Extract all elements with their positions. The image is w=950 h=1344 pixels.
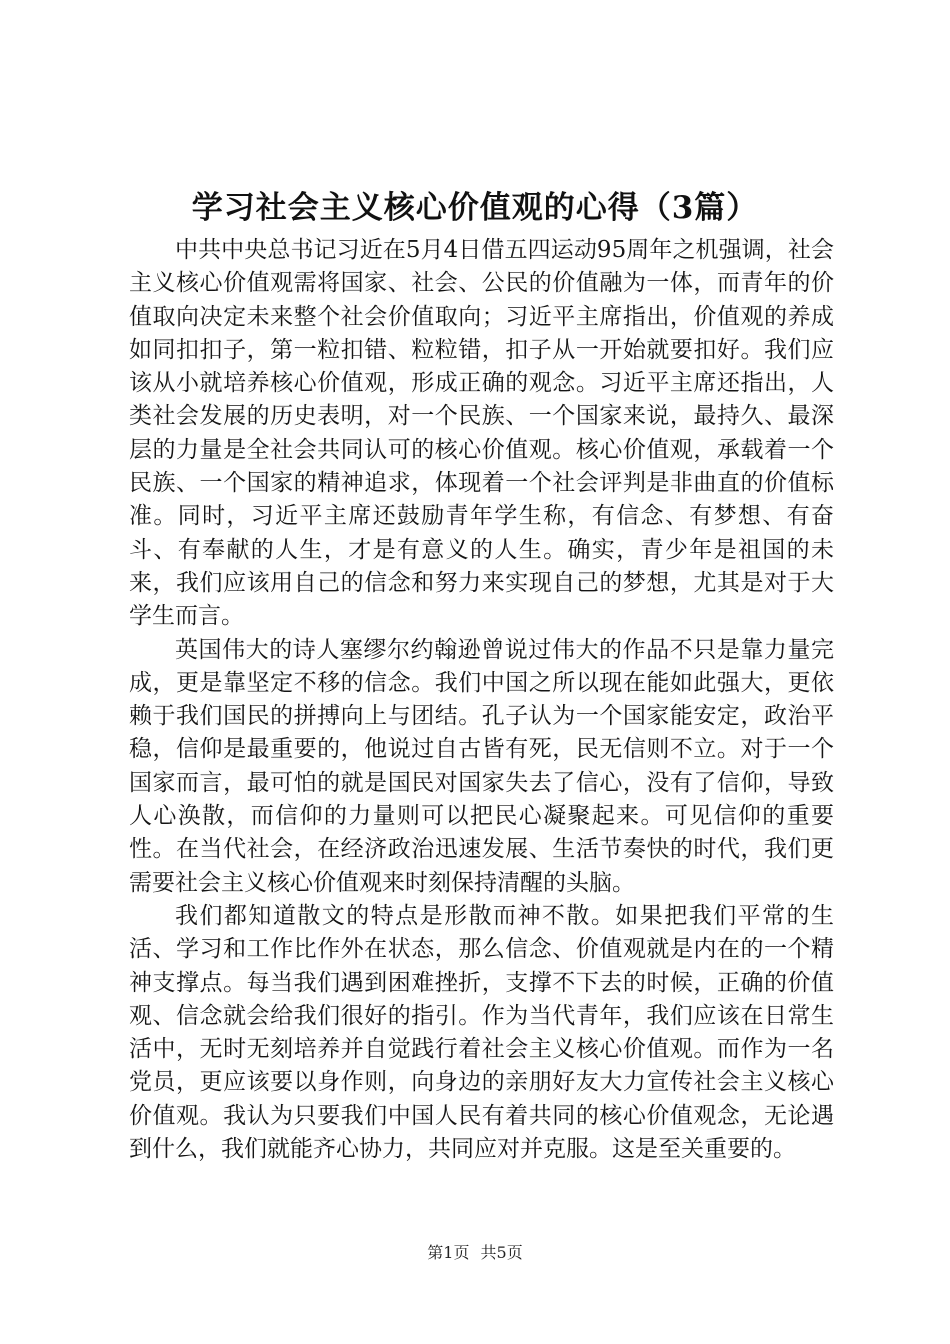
paragraph-1: 中共中央总书记习近在5月4日借五四运动95周年之机强调，社会主义核心价值观需将国家、社会、公民的价值融为一体，而青年的价值取向决定未来整个社会价值取向；习近平主席指出，价值观的养成如同扣扣子，第一粒扣错、粒粒错，扣子从一开始就要扣好。我们应该从小就培养核心价值观，形成正确的观念。习近平主席还指出，人类社会发展的历史表明，对一个民族、一个国家来说，最持久、最深层的力量是全社会共同认可的核心价值观。核心价值观，承载着一个民族、一个国家的精神追求，体现着一个社会评判是非曲直的价值标准。同时，习近平主席还鼓励青年学生称，有信念、有梦想、有奋斗、有奉献的人生，才是有意义的人生。确实，青少年是祖国的未来，我们应该用自己的信念和努力来实现自己的梦想，尤其是对于大学生而言。: [129, 237, 834, 630]
paragraph-3: 我们都知道散文的特点是形散而神不散。如果把我们平常的生活、学习和工作比作外在状态，那么信念、价值观就是内在的一个精神支撑点。每当我们遇到困难挫折，支撑不下去的时候，正确的价值观、信念就会给我们很好的指引。作为当代青年，我们应该在日常生活中，无时无刻培养并自觉践行着社会主义核心价值观。而作为一名党员，更应该要以身作则，向身边的亲朋好友大力宣传社会主义核心价值观。我认为只要我们中国人民有着共同的核心价值观念，无论遇到什么，我们就能齐心协力，共同应对并克服。这是至关重要的。: [129, 902, 834, 1163]
paragraph-2: 英国伟大的诗人塞缪尔约翰逊曾说过伟大的作品不只是靠力量完成，更是靠坚定不移的信念。我们中国之所以现在能如此强大，更依赖于我们国民的拼搏向上与团结。孔子认为一个国家能安定，政治平稳，信仰是最重要的，他说过自古皆有死，民无信则不立。对于一个国家而言，最可怕的就是国民对国家失去了信心，没有了信仰，导致人心涣散，而信仰的力量则可以把民心凝聚起来。可见信仰的重要性。在当代社会，在经济政治迅速发展、生活节奏快的时代，我们更需要社会主义核心价值观来时刻保持清醒的头脑。: [129, 636, 834, 896]
page-number: 第1页: [427, 1243, 470, 1262]
page-footer: [0, 1242, 950, 1264]
document-body: [129, 234, 834, 1166]
page-total: 共5页: [480, 1243, 523, 1262]
document-title: 学习社会主义核心价值观的心得（3篇）: [191, 190, 759, 226]
